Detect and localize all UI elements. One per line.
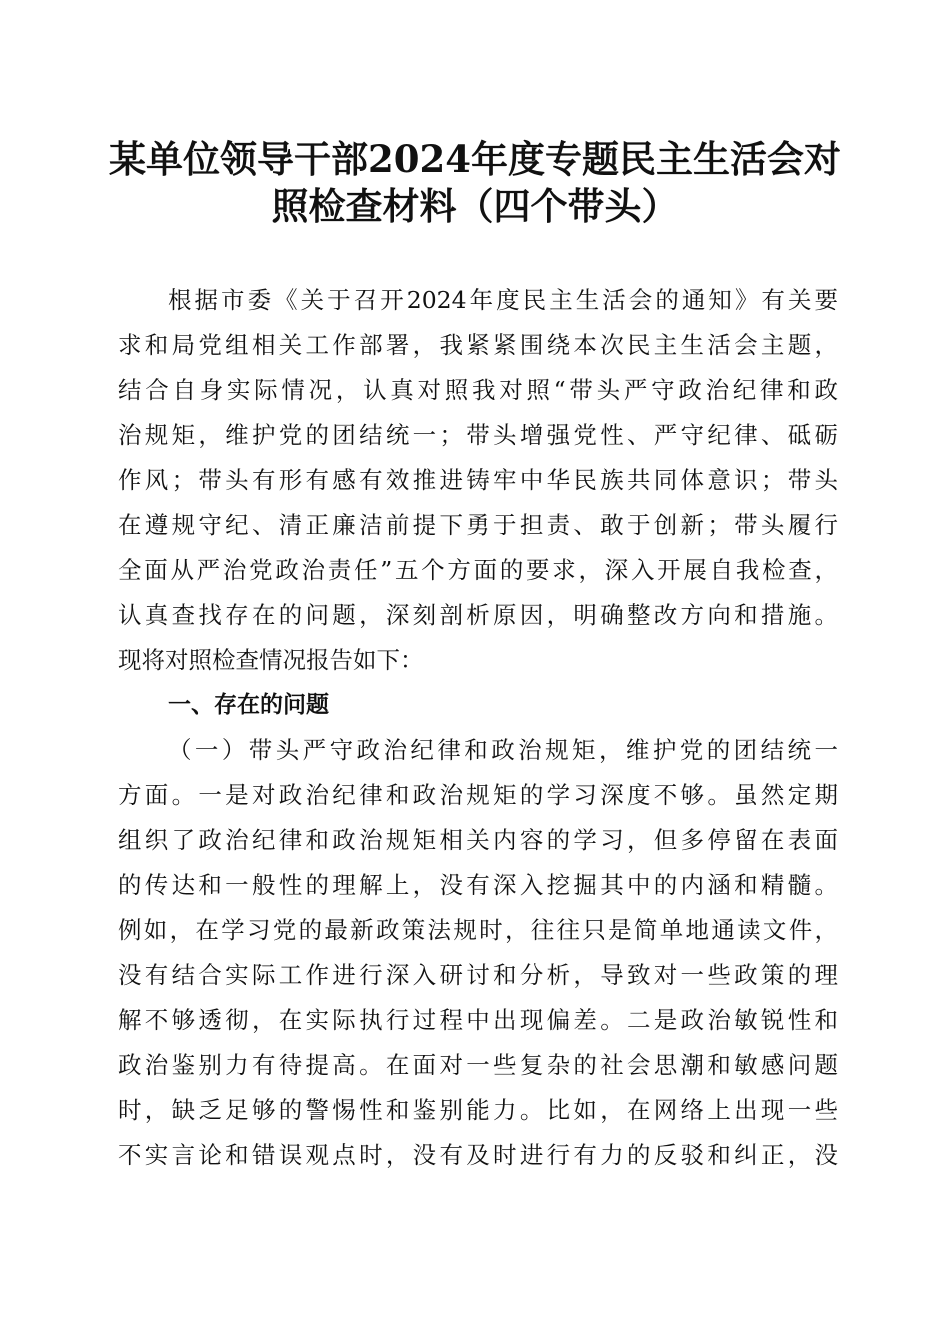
section-line-2: 方面。一是对政治纪律和政治规矩的学习深度不够。虽然定期 — [118, 781, 838, 809]
document-body — [118, 278, 838, 1178]
section-heading: 一、存在的问题 — [168, 692, 329, 718]
intro-line-5: 作风；带头有形有感有效推进铸牢中华民族共同体意识；带头 — [118, 466, 838, 494]
section-line-5: 例如，在学习党的最新政策法规时，往往只是简单地通读文件， — [118, 916, 838, 944]
intro-line-3: 结合自身实际情况，认真对照我对照“带头严守政治纪律和政 — [118, 376, 838, 404]
section-line-9: 时，缺乏足够的警惕性和鉴别能力。比如，在网络上出现一些 — [118, 1096, 838, 1124]
section-line-8: 政治鉴别力有待提高。在面对一些复杂的社会思潮和敏感问题 — [118, 1051, 838, 1079]
section-line-7: 解不够透彻，在实际执行过程中出现偏差。二是政治敏锐性和 — [118, 1006, 838, 1034]
intro-line-1: 根据市委《关于召开2024年度民主生活会的通知》有关要 — [168, 286, 838, 314]
intro-line-2: 求和局党组相关工作部署，我紧紧围绕本次民主生活会主题， — [118, 331, 838, 359]
intro-line-6: 在遵规守纪、清正廉洁前提下勇于担责、敢于创新；带头履行 — [118, 511, 838, 539]
document-title — [100, 136, 850, 230]
section-line-6: 没有结合实际工作进行深入研讨和分析，导致对一些政策的理 — [118, 961, 838, 989]
intro-line-8: 认真查找存在的问题，深刻剖析原因，明确整改方向和措施。 — [118, 601, 838, 629]
intro-line-9: 现将对照检查情况报告如下： — [118, 646, 424, 674]
intro-line-7: 全面从严治党政治责任”五个方面的要求，深入开展自我检查， — [118, 556, 838, 584]
intro-line-4: 治规矩，维护党的团结统一；带头增强党性、严守纪律、砥砺 — [118, 421, 838, 449]
section-line-4: 的传达和一般性的理解上，没有深入挖掘其中的内涵和精髓。 — [118, 871, 838, 899]
title-line-2: 照检查材料（四个带头） — [271, 184, 679, 228]
section-line-1: （一）带头严守政治纪律和政治规矩，维护党的团结统一 — [168, 736, 838, 764]
section-line-10: 不实言论和错误观点时，没有及时进行有力的反驳和纠正，没 — [118, 1141, 838, 1169]
title-line-1: 某单位领导干部2024年度专题民主生活会对 — [109, 137, 841, 181]
section-line-3: 组织了政治纪律和政治规矩相关内容的学习，但多停留在表面 — [118, 826, 838, 854]
